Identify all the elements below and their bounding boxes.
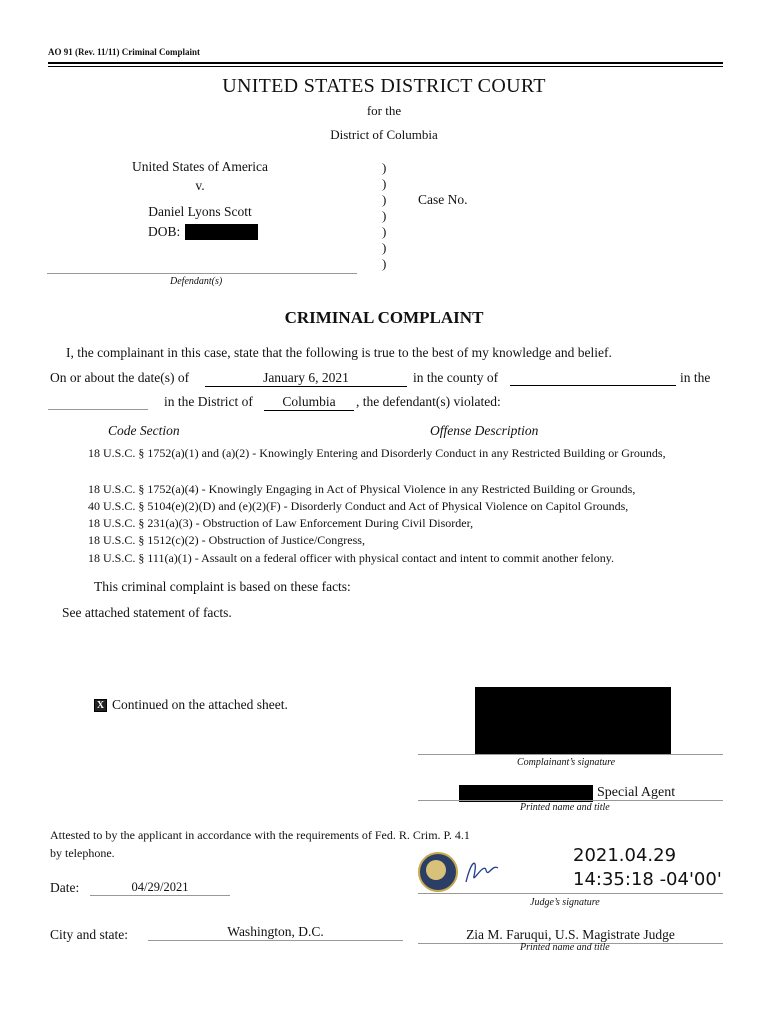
offense-date: January 6, 2021	[205, 370, 407, 387]
continued-label: Continued on the attached sheet.	[112, 697, 288, 712]
based-on-facts: This criminal complaint is based on these facts:	[94, 579, 351, 594]
complainant-title: Special Agent	[597, 785, 676, 800]
district-blank	[48, 394, 148, 410]
digital-signature-time: 14:35:18 -04'00'	[573, 869, 722, 890]
date-label: Date:	[50, 880, 80, 895]
dob-redaction	[185, 224, 258, 240]
complainant-signature-redaction	[475, 687, 671, 755]
dob-label: DOB:	[148, 224, 181, 239]
charge-item: 18 U.S.C. § 111(a)(1) - Assault on a federal officer with physical contact and intent to commit another felony.	[88, 551, 614, 565]
complainant-statement: I, the complainant in this case, state that the following is true to the best of my knowledge and belief.	[66, 345, 612, 360]
defendant-name: Daniel Lyons Scott	[148, 204, 252, 219]
charge-item: 18 U.S.C. § 1752(a)(4) - Knowingly Engaging in Act of Physical Violence in any Restricted Building or Grounds,	[88, 482, 636, 496]
for-the: for the	[366, 103, 402, 118]
digital-signature-date: 2021.04.29	[573, 845, 677, 866]
complainant-signature-line	[418, 754, 723, 755]
caption-parens: ) ) ) ) ) ) )	[382, 160, 387, 271]
in-the-label: in the	[680, 370, 711, 385]
city-state-value: Washington, D.C.	[148, 924, 403, 941]
complainant-signature-label: Complainant’s signature	[517, 757, 616, 768]
by-telephone: by telephone.	[50, 846, 115, 860]
plaintiff-name: United States of America	[131, 159, 269, 174]
header-rule-thin	[48, 66, 723, 67]
charge-item: 18 U.S.C. § 1512(c)(2) - Obstruction of Justice/Congress,	[88, 533, 365, 547]
charge-item: 18 U.S.C. § 231(a)(3) - Obstruction of Law Enforcement During Civil Disorder,	[88, 516, 474, 530]
complaint-heading: CRIMINAL COMPLAINT	[284, 308, 484, 327]
header-rule	[48, 62, 723, 64]
complainant-printed-label: Printed name and title	[520, 802, 610, 813]
county-label: in the county of	[413, 370, 499, 385]
judge-name: Zia M. Faruqui, U.S. Magistrate Judge	[418, 927, 723, 944]
court-title: UNITED STATES DISTRICT COURT	[222, 75, 546, 97]
city-state-label: City and state:	[50, 927, 128, 942]
case-no-label: Case No.	[418, 192, 468, 207]
offense-description-header: Offense Description	[430, 423, 539, 438]
district-value: Columbia	[264, 394, 354, 411]
defendant-label: Defendant(s)	[170, 276, 223, 287]
county-blank	[510, 370, 676, 386]
defendant-line	[47, 273, 357, 274]
continued-checkbox[interactable]: X	[94, 699, 107, 712]
complainant-name-line	[418, 800, 723, 801]
see-attached: See attached statement of facts.	[62, 605, 232, 620]
versus: v.	[195, 178, 205, 193]
violated-label: , the defendant(s) violated:	[356, 394, 501, 409]
code-section-header: Code Section	[108, 423, 180, 438]
judge-signature-label: Judge’s signature	[530, 897, 600, 908]
court-seal-emblem	[426, 860, 446, 880]
judge-signature-scribble-icon	[462, 852, 502, 888]
form-identifier: AO 91 (Rev. 11/11) Criminal Complaint	[48, 47, 201, 57]
judge-signature-line	[418, 893, 723, 894]
attestation: Attested to by the applicant in accordance with the requirements of Fed. R. Crim. P. 4.1	[50, 828, 470, 842]
district-name: District of Columbia	[330, 127, 438, 142]
district-of-label: in the District of	[164, 394, 253, 409]
judge-printed-label: Printed name and title	[520, 942, 610, 953]
charge-item: 18 U.S.C. § 1752(a)(1) and (a)(2) - Knowingly Entering and Disorderly Conduct in any Restricted Building or Grounds,	[88, 446, 666, 460]
charge-item: 40 U.S.C. § 5104(e)(2)(D) and (e)(2)(F) - Disorderly Conduct and Act of Physical Violence on Capitol Grounds,	[88, 499, 629, 513]
date-signed: 04/29/2021	[90, 880, 230, 896]
on-or-about-label: On or about the date(s) of	[50, 370, 190, 385]
